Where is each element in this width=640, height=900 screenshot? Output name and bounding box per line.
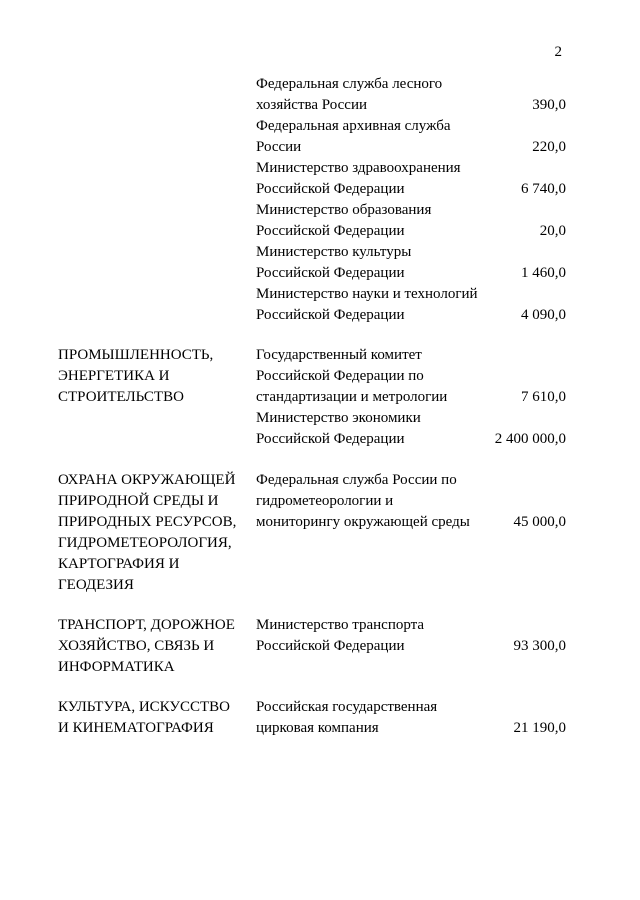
org-name-line: хозяйства России <box>256 97 367 113</box>
org-name-line: Государственный комитет <box>256 347 422 363</box>
org-amount: 390,0 <box>532 97 566 113</box>
section-title-line: ПРИРОДНЫХ РЕСУРСОВ, <box>58 514 237 530</box>
org-name-line: мониторингу окружающей среды <box>256 514 470 530</box>
section-title-line: ТРАНСПОРТ, ДОРОЖНОЕ <box>58 617 235 633</box>
org-amount: 7 610,0 <box>521 389 566 405</box>
section-title <box>58 615 243 678</box>
org-entry <box>256 158 566 200</box>
org-entry <box>256 408 566 450</box>
org-name-line: Российской Федерации <box>256 223 405 239</box>
org-name-line: стандартизации и метрологии <box>256 389 448 405</box>
org-entry <box>256 242 566 284</box>
section-title <box>58 697 243 739</box>
org-amount: 2 400 000,0 <box>494 431 566 447</box>
section-title-line: ПРОМЫШЛЕННОСТЬ, <box>58 347 214 363</box>
org-amount: 1 460,0 <box>521 265 566 281</box>
org-name-line: Министерство культуры <box>256 244 412 260</box>
org-name-line: Российской Федерации <box>256 307 405 323</box>
org-entry <box>256 116 566 158</box>
org-list <box>256 470 566 533</box>
org-amount: 21 190,0 <box>513 720 566 736</box>
org-list <box>256 615 566 657</box>
org-name-line: Российской Федерации <box>256 431 405 447</box>
org-entry <box>256 345 566 408</box>
org-list <box>256 74 566 326</box>
org-amount: 45 000,0 <box>513 514 566 530</box>
page-number: 2 <box>554 44 562 60</box>
org-name-line: Российской Федерации по <box>256 368 424 384</box>
section-title-line: ГЕОДЕЗИЯ <box>58 577 134 593</box>
org-name-line: Российской Федерации <box>256 181 405 197</box>
section-title-line: КАРТОГРАФИЯ И <box>58 556 180 572</box>
org-name-line: Российской Федерации <box>256 265 405 281</box>
section-title-line: ХОЗЯЙСТВО, СВЯЗЬ И <box>58 638 215 654</box>
org-name-line: Федеральная архивная служба <box>256 118 451 134</box>
section-title <box>58 470 243 596</box>
org-name-line: цирковая компания <box>256 720 379 736</box>
org-name-line: Российская государственная <box>256 699 438 715</box>
org-entry <box>256 200 566 242</box>
org-name-line: гидрометеорологии и <box>256 493 394 509</box>
org-entry <box>256 470 566 533</box>
org-amount: 20,0 <box>539 223 566 239</box>
org-name-line: Федеральная служба лесного <box>256 76 443 92</box>
org-name-line: Министерство транспорта <box>256 617 425 633</box>
org-entry <box>256 697 566 739</box>
section-title-line: И КИНЕМАТОГРАФИЯ <box>58 720 214 736</box>
section-title-line: ЭНЕРГЕТИКА И <box>58 368 170 384</box>
org-name-line: Министерство образования <box>256 202 432 218</box>
org-entry <box>256 615 566 657</box>
section-title-line: ГИДРОМЕТЕОРОЛОГИЯ, <box>58 535 232 551</box>
org-amount: 93 300,0 <box>513 638 566 654</box>
org-amount: 4 090,0 <box>521 307 566 323</box>
org-entry <box>256 284 566 326</box>
org-amount: 220,0 <box>532 139 566 155</box>
section-title-line: ОХРАНА ОКРУЖАЮЩЕЙ <box>58 472 236 488</box>
org-list <box>256 697 566 739</box>
org-name-line: Министерство здравоохранения <box>256 160 461 176</box>
org-name-line: Российской Федерации <box>256 638 405 654</box>
section-title-line: КУЛЬТУРА, ИСКУССТВО <box>58 699 231 715</box>
org-amount: 6 740,0 <box>521 181 566 197</box>
org-name-line: России <box>256 139 302 155</box>
org-list <box>256 345 566 450</box>
org-name-line: Министерство экономики <box>256 410 421 426</box>
org-name-line: Федеральная служба России по <box>256 472 457 488</box>
section-title-line: ПРИРОДНОЙ СРЕДЫ И <box>58 493 219 509</box>
org-name-line: Министерство науки и технологий <box>256 286 478 302</box>
section-title <box>58 345 243 408</box>
org-entry <box>256 74 566 116</box>
section-title-line: ИНФОРМАТИКА <box>58 659 175 675</box>
section-title-line: СТРОИТЕЛЬСТВО <box>58 389 184 405</box>
